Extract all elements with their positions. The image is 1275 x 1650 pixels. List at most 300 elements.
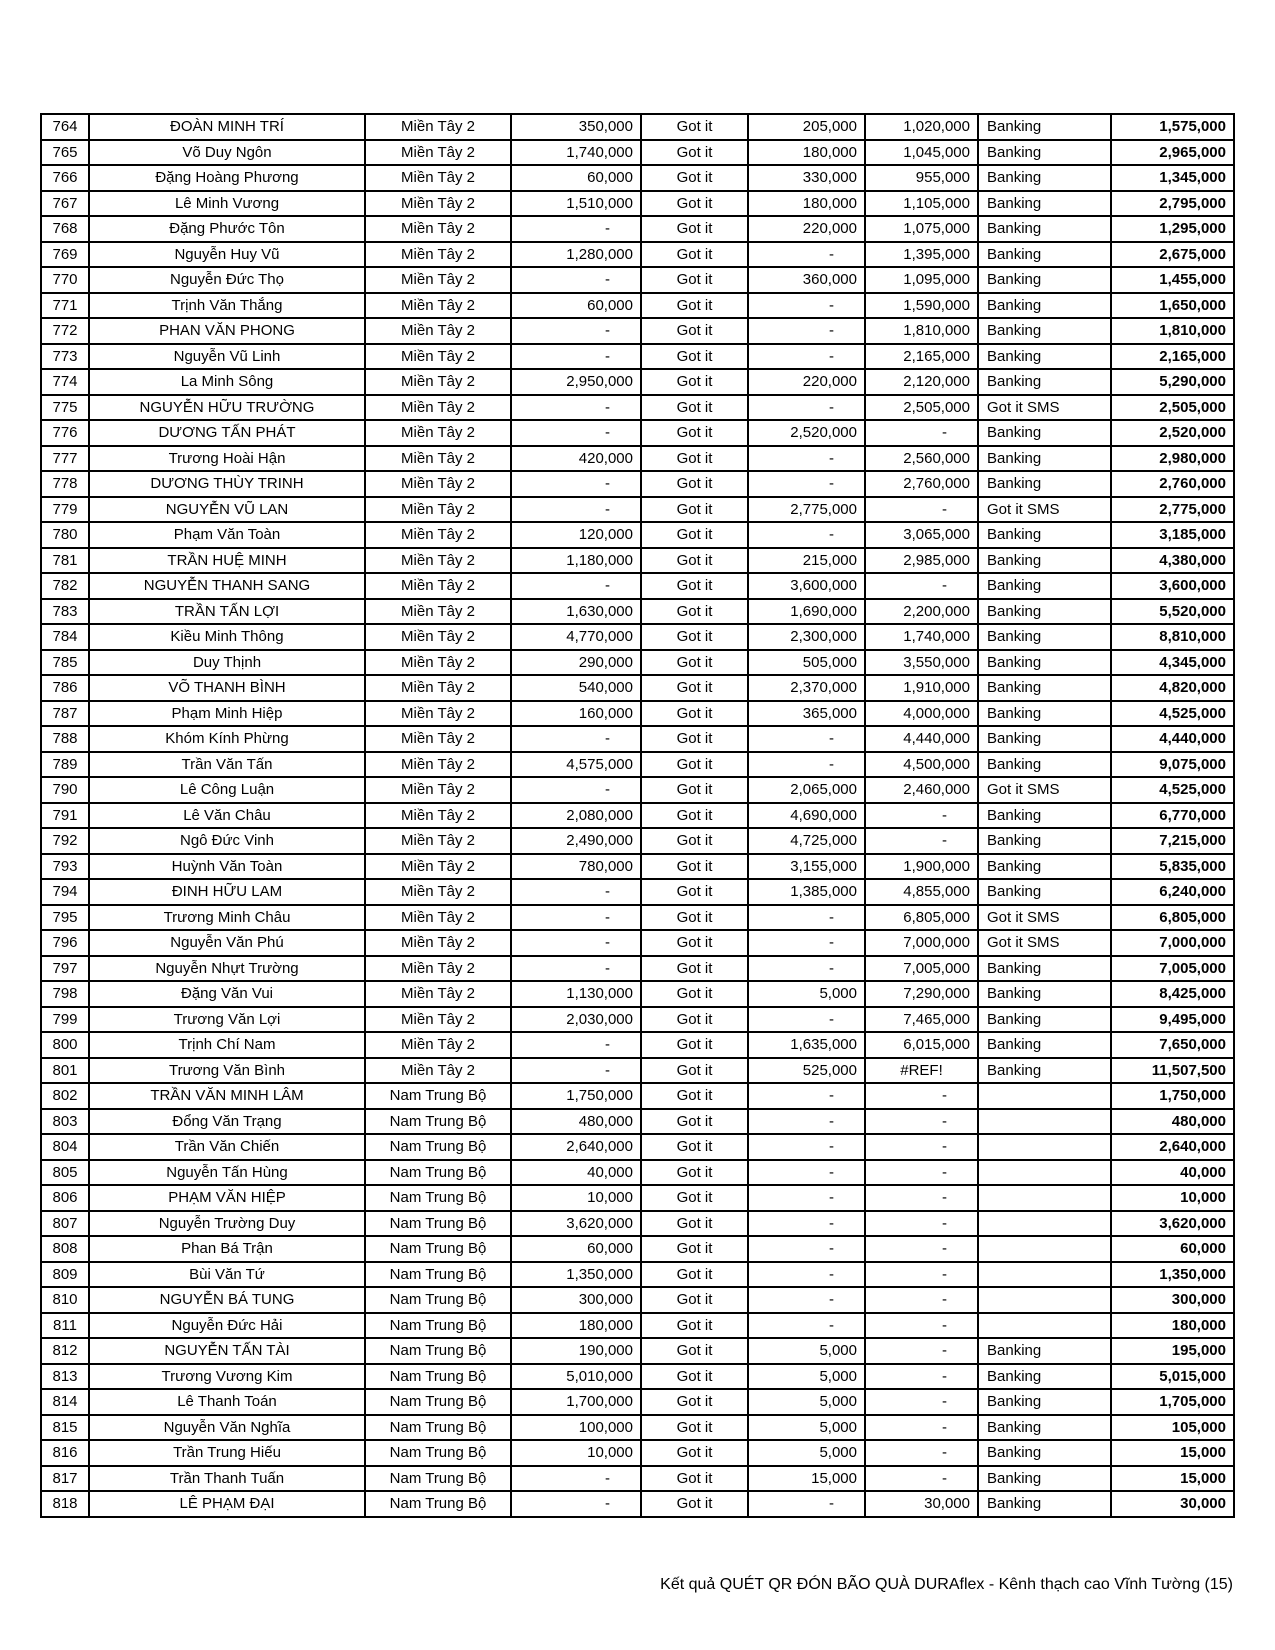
status-cell: Got it [641,522,748,548]
amount3-cell: - [865,1364,978,1390]
total-cell: 4,440,000 [1111,726,1234,752]
amount1-cell: - [511,420,641,446]
row-number-cell: 801 [41,1058,89,1084]
amount1-cell: - [511,471,641,497]
name-cell: Nguyễn Vũ Linh [89,344,365,370]
total-cell: 60,000 [1111,1236,1234,1262]
amount3-cell: - [865,1083,978,1109]
table-row [41,395,1234,421]
row-number-cell: 783 [41,599,89,625]
method-cell: Banking [978,1338,1111,1364]
method-cell [978,1185,1111,1211]
amount3-cell: - [865,1134,978,1160]
name-cell: Trương Vương Kim [89,1364,365,1390]
amount3-cell: 6,015,000 [865,1032,978,1058]
status-cell: Got it [641,1415,748,1441]
region-cell: Miền Tây 2 [365,675,511,701]
amount3-cell: 2,760,000 [865,471,978,497]
status-cell: Got it [641,599,748,625]
name-cell: Huỳnh Văn Toàn [89,854,365,880]
status-cell: Got it [641,395,748,421]
region-cell: Nam Trung Bộ [365,1389,511,1415]
total-cell: 195,000 [1111,1338,1234,1364]
row-number-cell: 808 [41,1236,89,1262]
amount1-cell: - [511,777,641,803]
method-cell [978,1313,1111,1339]
region-cell: Nam Trung Bộ [365,1338,511,1364]
table-row [41,369,1234,395]
method-cell: Banking [978,420,1111,446]
status-cell: Got it [641,191,748,217]
table-row [41,675,1234,701]
status-cell: Got it [641,1109,748,1135]
total-cell: 4,380,000 [1111,548,1234,574]
name-cell: Lê Minh Vương [89,191,365,217]
amount1-cell: 60,000 [511,165,641,191]
row-number-cell: 766 [41,165,89,191]
amount1-cell: 4,770,000 [511,624,641,650]
amount1-cell: 1,180,000 [511,548,641,574]
row-number-cell: 768 [41,216,89,242]
method-cell [978,1109,1111,1135]
amount1-cell: 40,000 [511,1160,641,1186]
total-cell: 2,165,000 [1111,344,1234,370]
region-cell: Miền Tây 2 [365,930,511,956]
table-row [41,777,1234,803]
amount3-cell: - [865,1313,978,1339]
amount2-cell: 4,725,000 [748,828,865,854]
amount2-cell: - [748,1236,865,1262]
amount3-cell: 2,165,000 [865,344,978,370]
total-cell: 2,980,000 [1111,446,1234,472]
table-row [41,905,1234,931]
row-number-cell: 786 [41,675,89,701]
status-cell: Got it [641,420,748,446]
table-row [41,1058,1234,1084]
name-cell: LÊ PHẠM ĐẠI [89,1491,365,1517]
method-cell [978,1287,1111,1313]
region-cell: Miền Tây 2 [365,599,511,625]
amount2-cell: 220,000 [748,216,865,242]
row-number-cell: 813 [41,1364,89,1390]
total-cell: 2,505,000 [1111,395,1234,421]
method-cell: Banking [978,344,1111,370]
method-cell: Banking [978,981,1111,1007]
region-cell: Nam Trung Bộ [365,1491,511,1517]
row-number-cell: 816 [41,1440,89,1466]
method-cell: Banking [978,726,1111,752]
method-cell: Banking [978,675,1111,701]
amount3-cell: 4,500,000 [865,752,978,778]
table-row [41,573,1234,599]
region-cell: Miền Tây 2 [365,726,511,752]
total-cell: 1,345,000 [1111,165,1234,191]
row-number-cell: 809 [41,1262,89,1288]
row-number-cell: 812 [41,1338,89,1364]
total-cell: 10,000 [1111,1185,1234,1211]
amount2-cell: - [748,395,865,421]
region-cell: Nam Trung Bộ [365,1466,511,1492]
amount3-cell: - [865,1160,978,1186]
table-row [41,726,1234,752]
table-row [41,1415,1234,1441]
name-cell: Lê Văn Châu [89,803,365,829]
method-cell: Banking [978,216,1111,242]
amount1-cell: 3,620,000 [511,1211,641,1237]
name-cell: ĐOÀN MINH TRÍ [89,114,365,140]
region-cell: Miền Tây 2 [365,140,511,166]
region-cell: Miền Tây 2 [365,293,511,319]
amount1-cell: 1,750,000 [511,1083,641,1109]
amount3-cell: 4,855,000 [865,879,978,905]
status-cell: Got it [641,1211,748,1237]
amount3-cell: #REF! [865,1058,978,1084]
name-cell: NGUYỄN TẤN TÀI [89,1338,365,1364]
amount1-cell: 780,000 [511,854,641,880]
row-number-cell: 771 [41,293,89,319]
name-cell: Nguyễn Đức Hải [89,1313,365,1339]
region-cell: Miền Tây 2 [365,497,511,523]
method-cell: Banking [978,293,1111,319]
amount2-cell: 5,000 [748,981,865,1007]
region-cell: Miền Tây 2 [365,446,511,472]
table-row [41,1466,1234,1492]
status-cell: Got it [641,752,748,778]
amount3-cell: 1,105,000 [865,191,978,217]
name-cell: VÕ THANH BÌNH [89,675,365,701]
status-cell: Got it [641,1007,748,1033]
region-cell: Nam Trung Bộ [365,1236,511,1262]
status-cell: Got it [641,879,748,905]
amount3-cell: 1,045,000 [865,140,978,166]
row-number-cell: 798 [41,981,89,1007]
amount2-cell: 5,000 [748,1389,865,1415]
method-cell: Banking [978,1440,1111,1466]
amount3-cell: 2,505,000 [865,395,978,421]
method-cell: Banking [978,267,1111,293]
amount3-cell: - [865,1236,978,1262]
method-cell: Banking [978,369,1111,395]
amount1-cell: - [511,497,641,523]
amount1-cell: 290,000 [511,650,641,676]
row-number-cell: 803 [41,1109,89,1135]
amount2-cell: 2,065,000 [748,777,865,803]
status-cell: Got it [641,344,748,370]
name-cell: Trịnh Văn Thắng [89,293,365,319]
amount2-cell: - [748,1109,865,1135]
amount1-cell: - [511,930,641,956]
row-number-cell: 790 [41,777,89,803]
amount2-cell: - [748,1160,865,1186]
status-cell: Got it [641,777,748,803]
region-cell: Nam Trung Bộ [365,1211,511,1237]
amount2-cell: 2,300,000 [748,624,865,650]
amount3-cell: - [865,420,978,446]
method-cell: Banking [978,1032,1111,1058]
amount1-cell: - [511,267,641,293]
amount1-cell: 1,130,000 [511,981,641,1007]
row-number-cell: 796 [41,930,89,956]
amount2-cell: - [748,344,865,370]
row-number-cell: 781 [41,548,89,574]
amount2-cell: 2,775,000 [748,497,865,523]
status-cell: Got it [641,471,748,497]
amount3-cell: - [865,803,978,829]
amount3-cell: - [865,1415,978,1441]
amount1-cell: 2,490,000 [511,828,641,854]
amount1-cell: 2,640,000 [511,1134,641,1160]
amount2-cell: 220,000 [748,369,865,395]
amount3-cell: 1,395,000 [865,242,978,268]
status-cell: Got it [641,726,748,752]
table-row [41,854,1234,880]
amount2-cell: - [748,1134,865,1160]
method-cell: Got it SMS [978,930,1111,956]
amount1-cell: - [511,956,641,982]
region-cell: Miền Tây 2 [365,114,511,140]
amount3-cell: 7,465,000 [865,1007,978,1033]
table-row [41,1236,1234,1262]
total-cell: 8,810,000 [1111,624,1234,650]
amount1-cell: 420,000 [511,446,641,472]
status-cell: Got it [641,114,748,140]
row-number-cell: 773 [41,344,89,370]
status-cell: Got it [641,1160,748,1186]
method-cell: Got it SMS [978,395,1111,421]
name-cell: Phạm Minh Hiệp [89,701,365,727]
table-row [41,471,1234,497]
region-cell: Miền Tây 2 [365,420,511,446]
total-cell: 40,000 [1111,1160,1234,1186]
row-number-cell: 769 [41,242,89,268]
amount2-cell: - [748,293,865,319]
method-cell: Banking [978,548,1111,574]
name-cell: Trương Hoài Hận [89,446,365,472]
method-cell: Banking [978,752,1111,778]
total-cell: 1,705,000 [1111,1389,1234,1415]
name-cell: NGUYỄN THANH SANG [89,573,365,599]
method-cell [978,1262,1111,1288]
amount3-cell: 3,550,000 [865,650,978,676]
amount2-cell: - [748,1185,865,1211]
name-cell: Lê Công Luận [89,777,365,803]
table-row [41,1109,1234,1135]
name-cell: Nguyễn Nhựt Trường [89,956,365,982]
method-cell: Got it SMS [978,905,1111,931]
name-cell: NGUYỄN BÁ TUNG [89,1287,365,1313]
footer-caption: Kết quả QUÉT QR ĐÓN BÃO QUÀ DURAflex - Kênh thạch cao Vĩnh Tường (15) [660,1576,1233,1593]
status-cell: Got it [641,701,748,727]
total-cell: 15,000 [1111,1440,1234,1466]
table-row [41,1262,1234,1288]
amount2-cell: 3,155,000 [748,854,865,880]
amount3-cell: - [865,828,978,854]
status-cell: Got it [641,1185,748,1211]
total-cell: 7,005,000 [1111,956,1234,982]
amount2-cell: 505,000 [748,650,865,676]
table-row [41,1287,1234,1313]
results-table [40,113,1235,1518]
name-cell: Trần Văn Tấn [89,752,365,778]
status-cell: Got it [641,293,748,319]
amount2-cell: - [748,522,865,548]
row-number-cell: 787 [41,701,89,727]
total-cell: 30,000 [1111,1491,1234,1517]
region-cell: Miền Tây 2 [365,905,511,931]
total-cell: 2,675,000 [1111,242,1234,268]
status-cell: Got it [641,497,748,523]
total-cell: 1,295,000 [1111,216,1234,242]
amount2-cell: 215,000 [748,548,865,574]
amount3-cell: 4,440,000 [865,726,978,752]
total-cell: 4,345,000 [1111,650,1234,676]
name-cell: Đổng Văn Trạng [89,1109,365,1135]
amount3-cell: 1,910,000 [865,675,978,701]
method-cell: Banking [978,1466,1111,1492]
row-number-cell: 817 [41,1466,89,1492]
row-number-cell: 767 [41,191,89,217]
name-cell: Đặng Văn Vui [89,981,365,1007]
status-cell: Got it [641,1032,748,1058]
status-cell: Got it [641,981,748,1007]
amount2-cell: 180,000 [748,140,865,166]
row-number-cell: 775 [41,395,89,421]
total-cell: 105,000 [1111,1415,1234,1441]
row-number-cell: 800 [41,1032,89,1058]
name-cell: NGUYỄN VŨ LAN [89,497,365,523]
region-cell: Nam Trung Bộ [365,1313,511,1339]
amount1-cell: - [511,905,641,931]
name-cell: Nguyễn Huy Vũ [89,242,365,268]
amount1-cell: 1,280,000 [511,242,641,268]
amount1-cell: 120,000 [511,522,641,548]
amount3-cell: - [865,1262,978,1288]
row-number-cell: 765 [41,140,89,166]
table-row [41,599,1234,625]
amount2-cell: 2,520,000 [748,420,865,446]
amount2-cell: - [748,318,865,344]
region-cell: Miền Tây 2 [365,956,511,982]
total-cell: 1,810,000 [1111,318,1234,344]
amount2-cell: 5,000 [748,1364,865,1390]
amount1-cell: 1,510,000 [511,191,641,217]
total-cell: 5,835,000 [1111,854,1234,880]
status-cell: Got it [641,1338,748,1364]
table-row [41,1491,1234,1517]
amount2-cell: 205,000 [748,114,865,140]
name-cell: Kiều Minh Thông [89,624,365,650]
status-cell: Got it [641,1466,748,1492]
name-cell: DƯƠNG THÙY TRINH [89,471,365,497]
region-cell: Nam Trung Bộ [365,1185,511,1211]
name-cell: Nguyễn Đức Thọ [89,267,365,293]
total-cell: 1,455,000 [1111,267,1234,293]
amount1-cell: 180,000 [511,1313,641,1339]
amount3-cell: 30,000 [865,1491,978,1517]
total-cell: 3,600,000 [1111,573,1234,599]
amount3-cell: 1,740,000 [865,624,978,650]
status-cell: Got it [641,854,748,880]
region-cell: Nam Trung Bộ [365,1415,511,1441]
name-cell: Trương Văn Lợi [89,1007,365,1033]
total-cell: 6,805,000 [1111,905,1234,931]
amount3-cell: 2,560,000 [865,446,978,472]
amount3-cell: 1,590,000 [865,293,978,319]
total-cell: 7,650,000 [1111,1032,1234,1058]
status-cell: Got it [641,828,748,854]
method-cell: Banking [978,701,1111,727]
amount1-cell: - [511,1058,641,1084]
table-row [41,191,1234,217]
region-cell: Miền Tây 2 [365,522,511,548]
table-row [41,803,1234,829]
method-cell: Banking [978,522,1111,548]
status-cell: Got it [641,1313,748,1339]
method-cell: Banking [978,191,1111,217]
method-cell [978,1083,1111,1109]
total-cell: 5,015,000 [1111,1364,1234,1390]
name-cell: ĐINH HỮU LAM [89,879,365,905]
total-cell: 1,650,000 [1111,293,1234,319]
status-cell: Got it [641,318,748,344]
region-cell: Miền Tây 2 [365,369,511,395]
amount2-cell: - [748,242,865,268]
status-cell: Got it [641,1287,748,1313]
status-cell: Got it [641,216,748,242]
row-number-cell: 792 [41,828,89,854]
amount2-cell: - [748,956,865,982]
table-row [41,1338,1234,1364]
amount1-cell: 300,000 [511,1287,641,1313]
total-cell: 7,000,000 [1111,930,1234,956]
table-row [41,420,1234,446]
method-cell: Banking [978,854,1111,880]
total-cell: 4,525,000 [1111,701,1234,727]
amount2-cell: - [748,1262,865,1288]
total-cell: 180,000 [1111,1313,1234,1339]
total-cell: 5,520,000 [1111,599,1234,625]
status-cell: Got it [641,1134,748,1160]
name-cell: TRẦN VĂN MINH LÂM [89,1083,365,1109]
amount1-cell: 60,000 [511,293,641,319]
total-cell: 15,000 [1111,1466,1234,1492]
amount1-cell: - [511,395,641,421]
amount2-cell: 3,600,000 [748,573,865,599]
row-number-cell: 804 [41,1134,89,1160]
amount3-cell: - [865,1466,978,1492]
status-cell: Got it [641,624,748,650]
method-cell: Got it SMS [978,777,1111,803]
region-cell: Miền Tây 2 [365,471,511,497]
region-cell: Miền Tây 2 [365,650,511,676]
name-cell: Ngô Đức Vinh [89,828,365,854]
name-cell: Nguyễn Trường Duy [89,1211,365,1237]
method-cell: Banking [978,599,1111,625]
amount2-cell: - [748,1007,865,1033]
name-cell: Khóm Kính Phừng [89,726,365,752]
total-cell: 480,000 [1111,1109,1234,1135]
amount1-cell: - [511,573,641,599]
amount2-cell: - [748,446,865,472]
status-cell: Got it [641,1262,748,1288]
method-cell: Banking [978,1364,1111,1390]
status-cell: Got it [641,1058,748,1084]
amount3-cell: 2,985,000 [865,548,978,574]
region-cell: Miền Tây 2 [365,1007,511,1033]
amount3-cell: 4,000,000 [865,701,978,727]
status-cell: Got it [641,1364,748,1390]
row-number-cell: 785 [41,650,89,676]
